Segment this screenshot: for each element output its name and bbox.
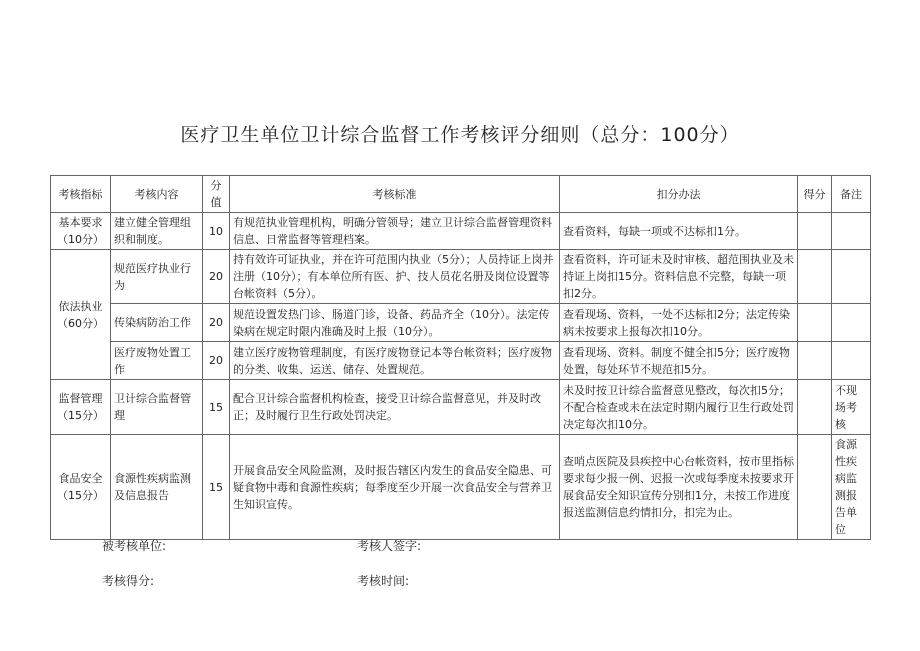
content-cell: 医疗废物处置工作 [111, 342, 203, 380]
standard-cell: 配合卫计综合监督机构检查，接受卫计综合监督意见，并及时改正；及时履行卫生行政处罚决定。 [230, 380, 560, 435]
table-row [51, 435, 871, 540]
table-row [51, 250, 871, 304]
table-row [51, 304, 871, 342]
deduction-cell: 查哨点医院及县疾控中心台帐资料，按市里指标要求每少报一例、迟报一次或每季度未按要求开展食品安全知识宣传分别扣1分，未按工作进度报送监测信息约情扣分，扣完为止。 [560, 435, 798, 540]
remark-cell: 食源性疾病监测报告单位 [832, 435, 871, 540]
indicator-cell: 依法执业（60分） [51, 250, 111, 380]
obtained-cell[interactable] [798, 213, 832, 250]
assessor-signature-label: 考核人签字: [357, 539, 422, 553]
deduction-cell: 查看资料，许可证未及时审核、超范围执业及未持证上岗扣15分。资料信息不完整，每缺一项扣2分。 [560, 250, 798, 304]
standard-cell: 建立医疗废物管理制度，有医疗废物登记本等台帐资料；医疗废物的分类、收集、运送、储存、处置规范。 [230, 342, 560, 380]
assessed-unit-label: 被考核单位: [102, 539, 167, 553]
table-row [51, 213, 871, 250]
header-content: 考核内容 [111, 176, 203, 213]
assessment-time-label: 考核时间: [357, 574, 410, 588]
score-cell: 15 [203, 435, 230, 540]
deduction-cell: 未及时按卫计综合监督意见整改，每次扣5分；不配合检查或未在法定时期内履行卫生行政处罚决定每次扣10分。 [560, 380, 798, 435]
content-cell: 食源性疾病监测及信息报告 [111, 435, 203, 540]
header-remark: 备注 [832, 176, 871, 213]
deduction-cell: 查看现场、资料。制度不健全扣5分；医疗废物处置，每处环节不规范扣5分。 [560, 342, 798, 380]
content-cell: 传染病防治工作 [111, 304, 203, 342]
header-standard: 考核标准 [230, 176, 560, 213]
header-score: 分值 [203, 176, 230, 213]
header-obtained: 得分 [798, 176, 832, 213]
obtained-cell[interactable] [798, 380, 832, 435]
remark-cell: 不现场考核 [832, 380, 871, 435]
standard-cell: 持有效许可证执业，并在许可范围内执业（5分）；人员持证上岗并注册（10分）；有本单位所有医、护、技人员花名册及岗位设置等台帐资料（5分）。 [230, 250, 560, 304]
content-cell: 规范医疗执业行为 [111, 250, 203, 304]
indicator-cell: 食品安全（15分） [51, 435, 111, 540]
remark-cell [832, 213, 871, 250]
score-cell: 20 [203, 250, 230, 304]
obtained-cell[interactable] [798, 304, 832, 342]
score-cell: 15 [203, 380, 230, 435]
standard-cell: 有规范执业管理机构，明确分管领导；建立卫计综合监督管理资料信息、日常监督等管理档案。 [230, 213, 560, 250]
score-cell: 20 [203, 342, 230, 380]
score-cell: 20 [203, 304, 230, 342]
deduction-cell: 查看资料，每缺一项或不达标扣1分。 [560, 213, 798, 250]
score-cell: 10 [203, 213, 230, 250]
obtained-cell[interactable] [798, 250, 832, 304]
table-row [51, 342, 871, 380]
content-cell: 卫计综合监督管理 [111, 380, 203, 435]
table-row [51, 380, 871, 435]
indicator-cell: 监督管理（15分） [51, 380, 111, 435]
deduction-cell: 查看现场、资料，一处不达标扣2分；法定传染病未按要求上报每次扣10分。 [560, 304, 798, 342]
header-indicator: 考核指标 [51, 176, 111, 213]
assessment-table [50, 175, 871, 540]
remark-cell [832, 250, 871, 304]
header-row [51, 176, 871, 213]
obtained-cell[interactable] [798, 435, 832, 540]
standard-cell: 规范设置发热门诊、肠道门诊，设备、药品齐全（10分）。法定传染病在规定时限内准确及时上报（10分）。 [230, 304, 560, 342]
page-title: 医疗卫生单位卫计综合监督工作考核评分细则（总分：100分） [180, 124, 740, 146]
obtained-cell[interactable] [798, 342, 832, 380]
remark-cell [832, 342, 871, 380]
content-cell: 建立健全管理组织和制度。 [111, 213, 203, 250]
indicator-cell: 基本要求（10分） [51, 213, 111, 250]
remark-cell [832, 304, 871, 342]
standard-cell: 开展食品安全风险监测，及时报告辖区内发生的食品安全隐患、可疑食物中毒和食源性疾病；每季度至少开展一次食品安全与营养卫生知识宣传。 [230, 435, 560, 540]
score-label: 考核得分: [102, 574, 155, 588]
header-deduction: 扣分办法 [560, 176, 798, 213]
